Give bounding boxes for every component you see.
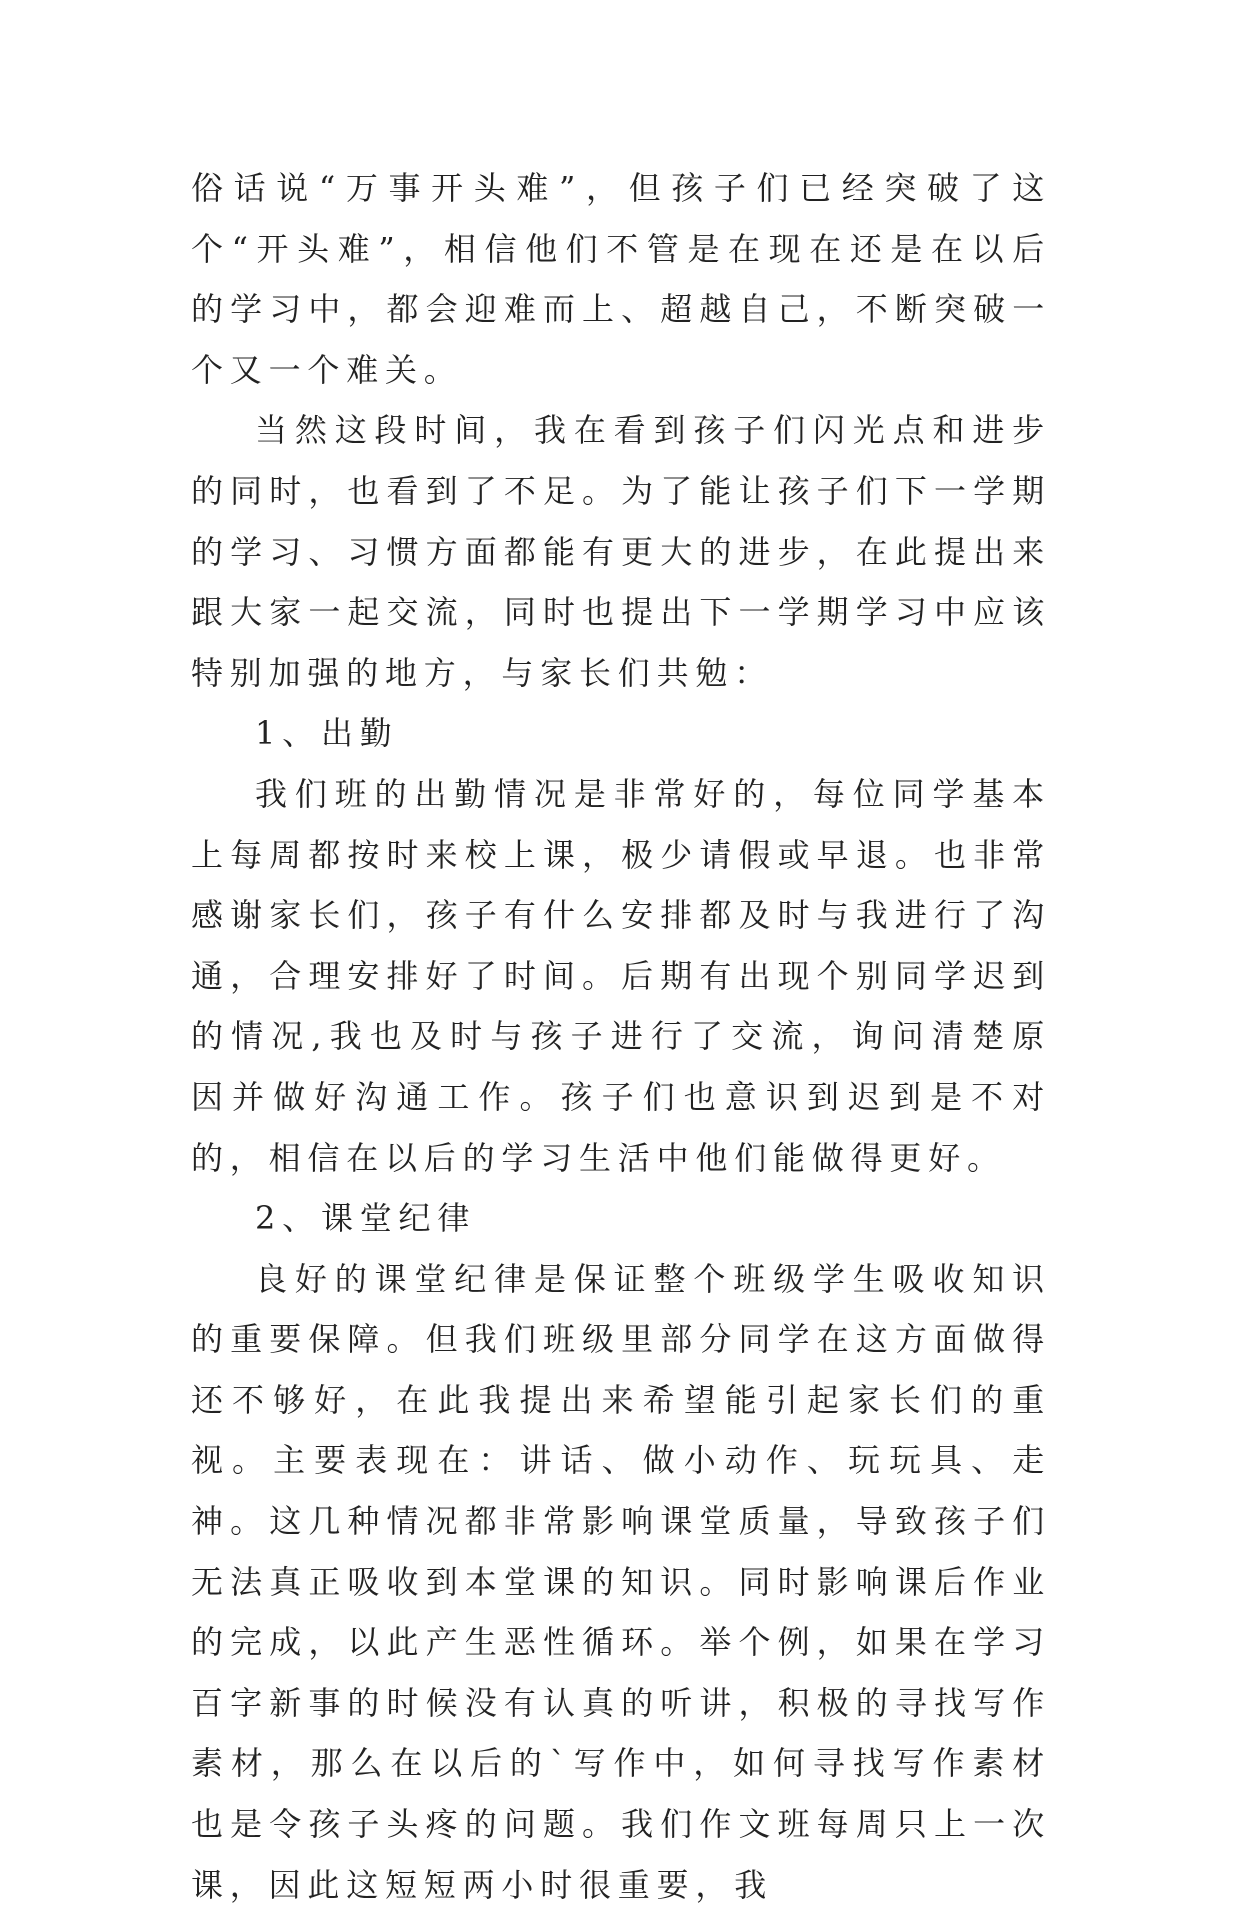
section-heading-classroom-discipline: 2、课堂纪律: [255, 1199, 477, 1238]
paragraph-shortcomings: 当然这段时间，我在看到孩子们闪光点和进步的同时，也看到了不足。为了能让孩子们下一学期的学习、习惯方面都能有更大的进步，在此提出来跟大家一起交流，同时也提出下一学期学习中应该特别加强的地方，与家长们共勉：: [191, 411, 1051, 692]
paragraph-classroom-discipline: 良好的课堂纪律是保证整个班级学生吸收知识的重要保障。但我们班级里部分同学在这方面做得还不够好，在此我提出来希望能引起家长们的重视。主要表现在：讲话、做小动作、玩玩具、走神。这几种情况都非常影响课堂质量，导致孩子们无法真正吸收到本堂课的知识。同时影响课后作业的完成，以此产生恶性循环。举个例，如果在学习百字新事的时候没有认真的听讲，积极的寻找写作素材，那么在以后的`写作中，如何寻找写作素材也是令孩子头疼的问题。我们作文班每周只上一次课，因此这短短两小时很重要，我: [191, 1259, 1051, 1904]
paragraph-intro-continued: 俗话说“万事开头难”，但孩子们已经突破了这个“开头难”，相信他们不管是在现在还是在以后的学习中，都会迎难而上、超越自己，不断突破一个又一个难关。: [191, 169, 1051, 389]
paragraph-attendance: 我们班的出勤情况是非常好的，每位同学基本上每周都按时来校上课，极少请假或早退。也非常感谢家长们，孩子有什么安排都及时与我进行了沟通，合理安排好了时间。后期有出现个别同学迟到的情况,我也及时与孩子进行了交流，询问清楚原因并做好沟通工作。孩子们也意识到迟到是不对的，相信在以后的学习生活中他们能做得更好。: [191, 774, 1051, 1177]
section-heading-attendance: 1、出勤: [255, 714, 399, 753]
document-body: [191, 158, 1051, 1915]
